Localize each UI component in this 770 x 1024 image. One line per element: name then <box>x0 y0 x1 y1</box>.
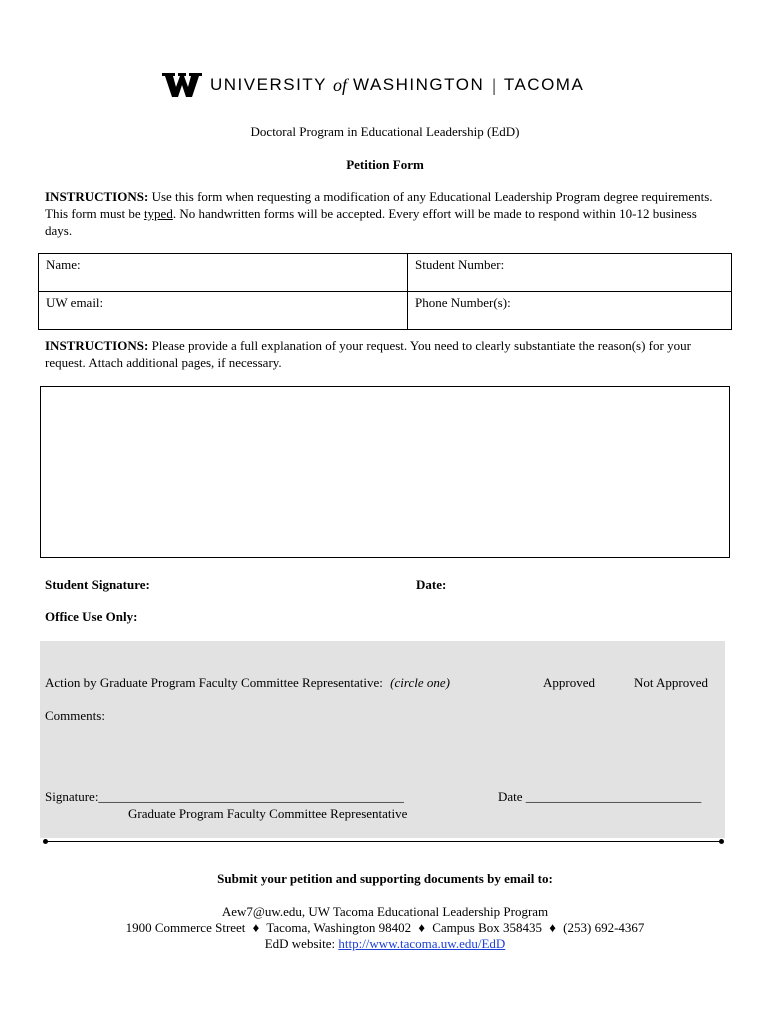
instructions-label: INSTRUCTIONS: <box>45 189 149 204</box>
logo-of: of <box>333 74 348 95</box>
submit-instruction: Submit your petition and supporting documents by email to: <box>217 871 553 886</box>
contact-line: Aew7@uw.edu, UW Tacoma Educational Leadership Program <box>221 904 549 919</box>
explanation-textarea[interactable] <box>40 386 730 558</box>
logo-university: UNIVERSITY <box>210 75 328 94</box>
diamond-icon: ♦ <box>418 920 425 935</box>
student-info-table <box>38 253 732 330</box>
signature-line: Signature:_______________________________________________ <box>45 789 404 804</box>
comments-label: Comments: <box>45 708 105 723</box>
approved-option[interactable]: Approved <box>543 675 595 690</box>
website-line <box>0 936 770 952</box>
phone-field[interactable] <box>408 292 732 330</box>
address-city: Tacoma, Washington 98402 <box>266 920 412 935</box>
instructions-text-a: Use this form when requesting a modification of any Educational Leadership Program degree requirements. This form must be <box>45 189 713 221</box>
logo-tacoma: TACOMA <box>503 75 585 94</box>
signature-caption: Graduate Program Faculty Committee Representative <box>128 806 408 821</box>
uw-w-logo-icon <box>162 73 202 97</box>
address-phone: (253) 692-4367 <box>563 920 645 935</box>
instructions-text-2: Please provide a full explanation of your request. You need to clearly substantiate the reason(s) for your request. Attach additional pages, if necessary. <box>45 338 691 370</box>
office-use-label: Office Use Only: <box>45 609 138 624</box>
instructions-typed: typed <box>143 206 173 221</box>
action-label <box>45 675 450 691</box>
address-box: Campus Box 358435 <box>432 920 543 935</box>
address-street: 1900 Commerce Street <box>125 920 246 935</box>
instructions-paragraph-1 <box>45 188 725 239</box>
office-date-line: Date ___________________________ <box>498 789 702 804</box>
student-number-label: Student Number: <box>415 257 505 272</box>
student-number-field[interactable] <box>408 254 732 292</box>
uw-email-field[interactable] <box>39 292 408 330</box>
website-label: EdD website: <box>264 936 339 951</box>
not-approved-option[interactable]: Not Approved <box>634 675 709 690</box>
diamond-icon: ♦ <box>252 920 260 935</box>
divider-dot-left <box>43 839 48 844</box>
name-field[interactable] <box>39 254 408 292</box>
name-label: Name: <box>46 257 81 272</box>
divider-dot-right <box>719 839 724 844</box>
form-title: Petition Form <box>346 157 424 172</box>
website-link[interactable]: http://www.tacoma.uw.edu/EdD <box>338 936 506 951</box>
address-line <box>0 920 770 936</box>
program-title: Doctoral Program in Educational Leadership (EdD) <box>250 124 520 139</box>
circle-one-text: (circle one) <box>390 675 450 690</box>
divider-line <box>45 841 723 842</box>
instructions-label-2: INSTRUCTIONS: <box>45 338 149 353</box>
student-signature-label: Student Signature: <box>45 577 150 592</box>
action-text: Action by Graduate Program Faculty Committee Representative: <box>45 675 383 690</box>
date-label: Date: <box>416 577 447 592</box>
logo-separator: | <box>492 74 496 95</box>
uw-email-label: UW email: <box>46 295 104 310</box>
phone-label: Phone Number(s): <box>415 295 511 310</box>
instructions-paragraph-2 <box>45 337 725 371</box>
uw-tacoma-logo <box>162 72 584 98</box>
instructions-text-b: . No handwritten forms will be accepted. Every effort will be made to respond within 10-12 business days. <box>45 206 697 238</box>
diamond-icon: ♦ <box>549 920 556 935</box>
logo-washington: WASHINGTON <box>353 75 485 94</box>
